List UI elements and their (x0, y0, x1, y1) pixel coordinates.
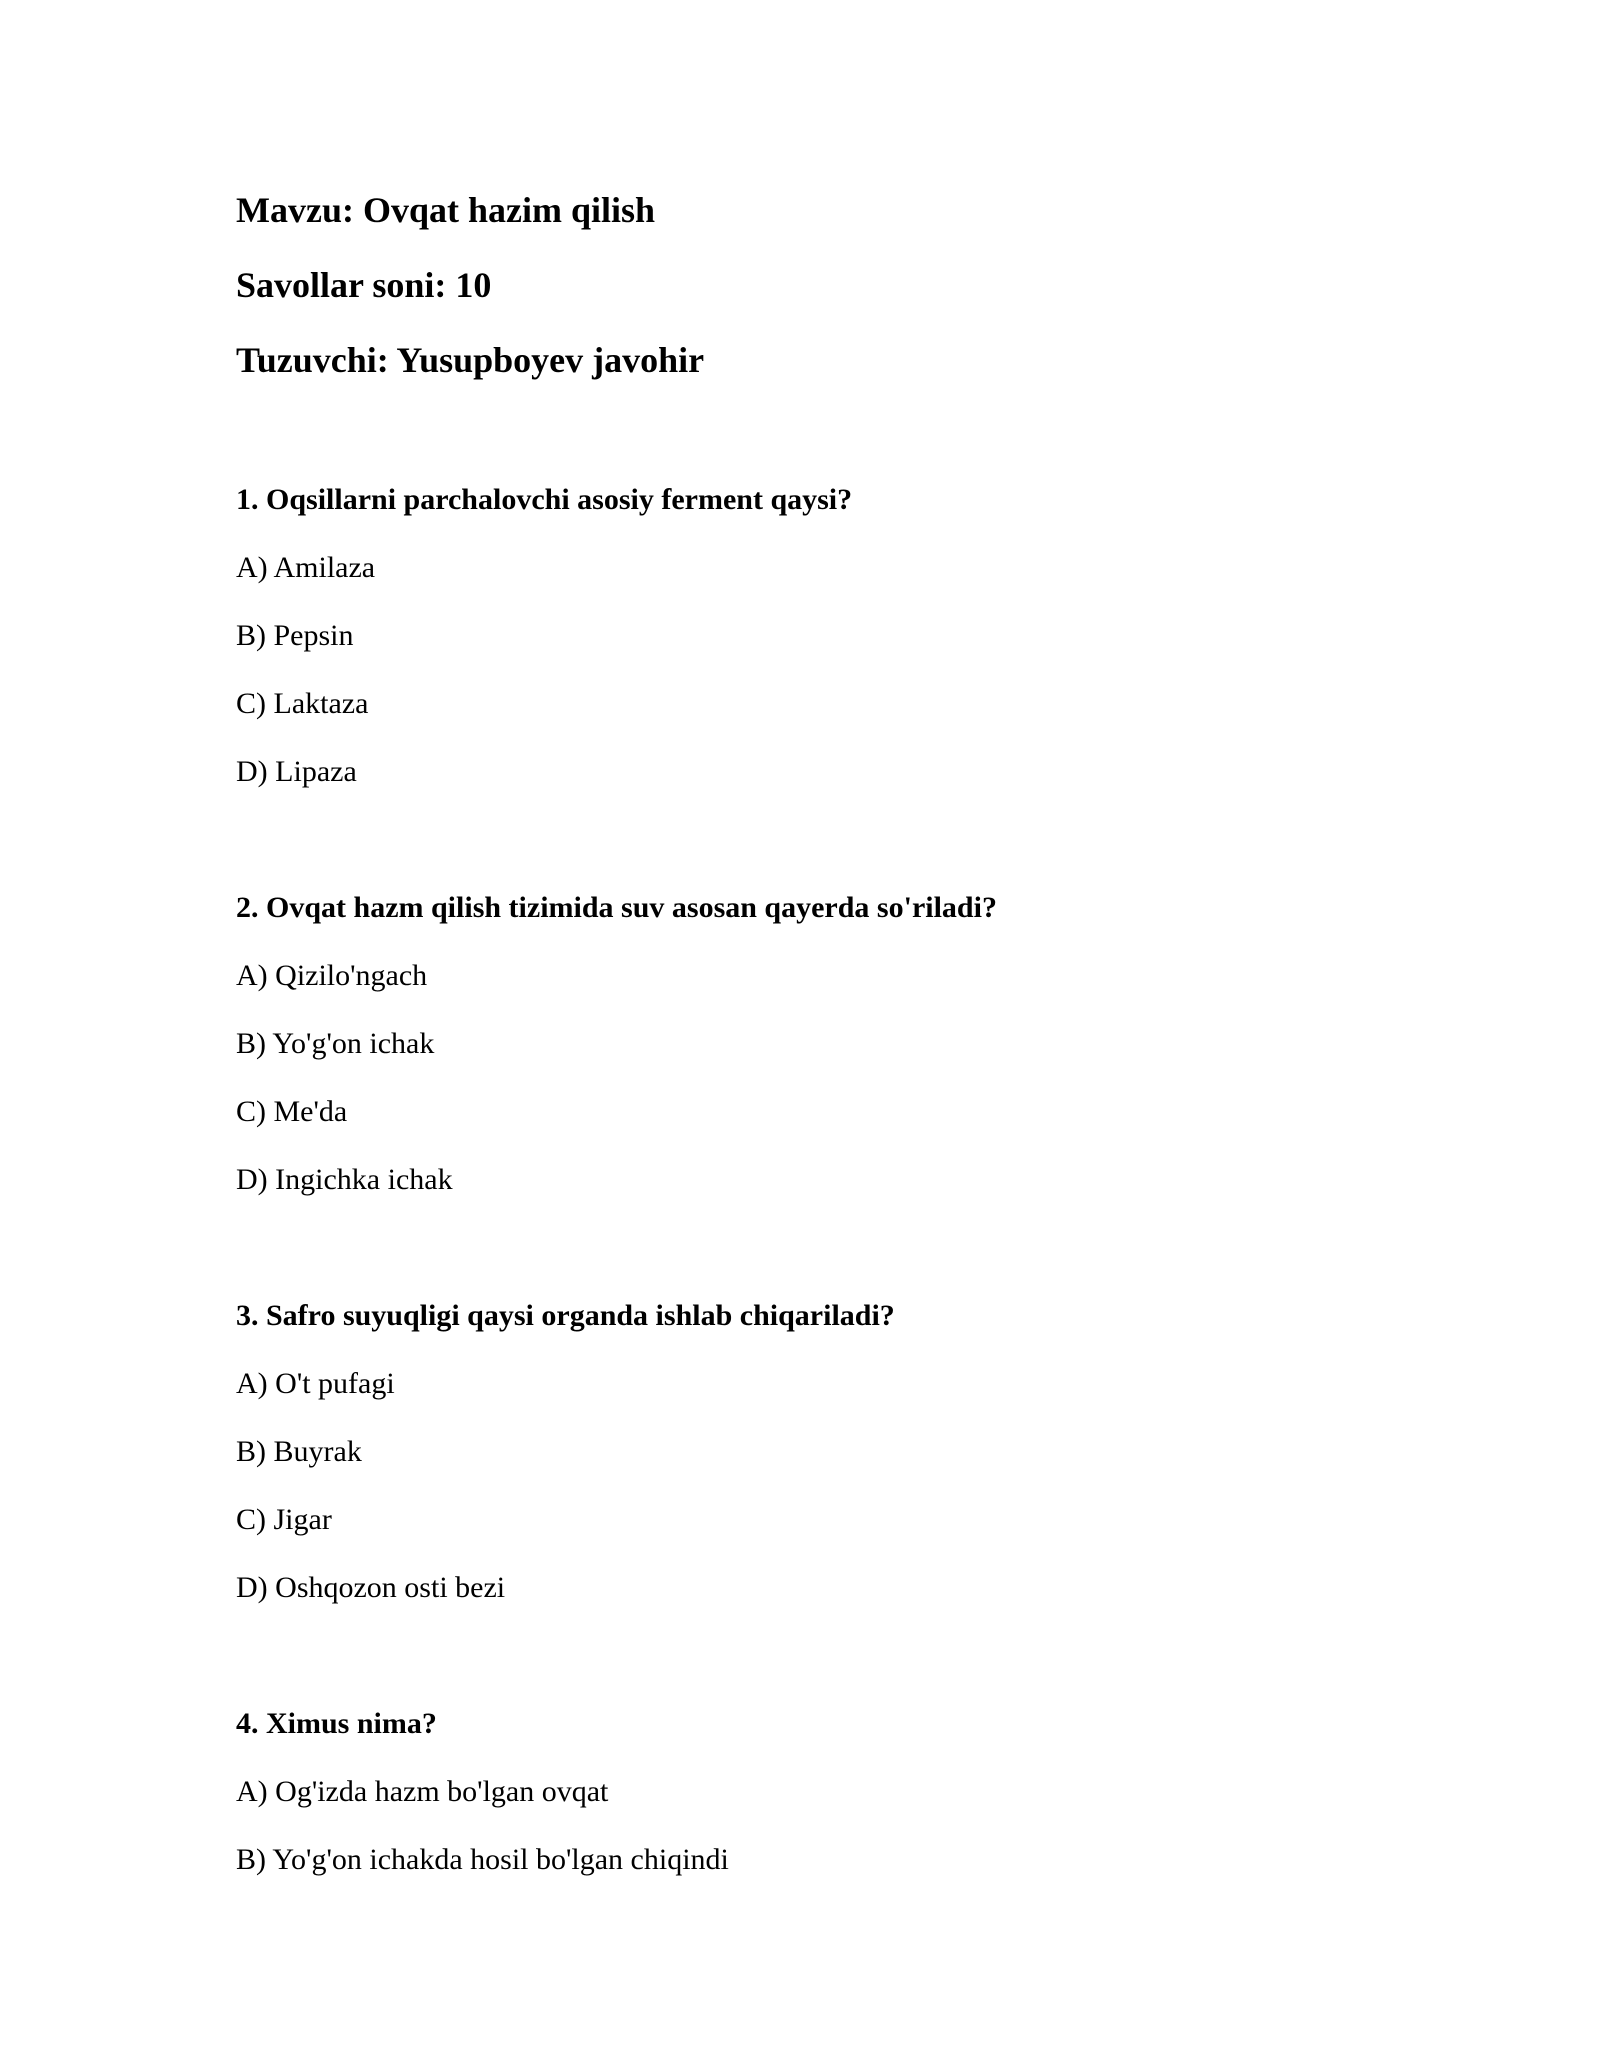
answer-option: A) Amilaza (236, 551, 376, 584)
answer-option: D) Oshqozon osti bezi (236, 1571, 506, 1604)
answer-option: C) Jigar (236, 1503, 332, 1536)
question-title: 4. Ximus nima? (236, 1707, 437, 1740)
topic-heading: Mavzu: Ovqat hazim qilish (236, 190, 656, 230)
answer-option: B) Buyrak (236, 1435, 362, 1468)
answer-option: A) Og'izda hazm bo'lgan ovqat (236, 1775, 609, 1808)
answer-option: C) Me'da (236, 1095, 348, 1128)
question-count-heading: Savollar soni: 10 (236, 265, 492, 305)
question-title: 3. Safro suyuqligi qaysi organda ishlab chiqariladi? (236, 1299, 895, 1332)
author-heading: Tuzuvchi: Yusupboyev javohir (236, 340, 705, 380)
answer-option: B) Yo'g'on ichak (236, 1027, 435, 1060)
question-title: 2. Ovqat hazm qilish tizimida suv asosan qayerda so'riladi? (236, 891, 997, 924)
answer-option: D) Lipaza (236, 755, 357, 788)
question-title: 1. Oqsillarni parchalovchi asosiy ferment qaysi? (236, 483, 853, 516)
answer-option: A) O't pufagi (236, 1367, 395, 1400)
answer-option: D) Ingichka ichak (236, 1163, 453, 1196)
answer-option: A) Qizilo'ngach (236, 959, 428, 992)
answer-option: C) Laktaza (236, 687, 369, 720)
answer-option: B) Pepsin (236, 619, 354, 652)
answer-option: B) Yo'g'on ichakda hosil bo'lgan chiqindi (236, 1843, 729, 1876)
